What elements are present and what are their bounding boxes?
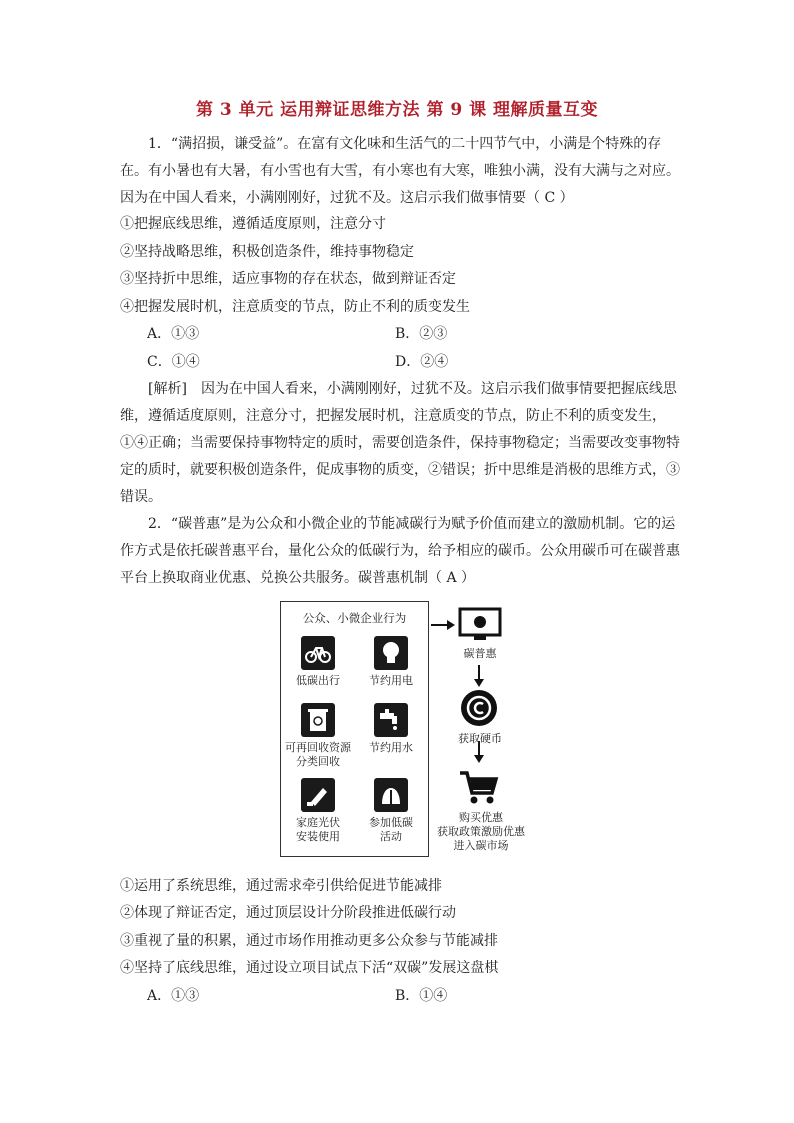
q1-option-b: B．②③ — [395, 326, 448, 342]
q1-item-3: ③坚持折中思维，适应事物的存在状态，做到辩证否定 — [120, 271, 456, 287]
q1-option-c: C．①④ — [147, 354, 200, 370]
shopping-cart-icon — [458, 769, 500, 809]
behavior-label: 参加低碳 活动 — [369, 816, 413, 843]
q1-item-1: ①把握底线思维，遵循适度原则，注意分寸 — [120, 216, 386, 232]
q2-option-b: B．①④ — [395, 988, 448, 1004]
q2-item-1: ①运用了系统思维，通过需求牵引供给促进节能减排 — [120, 878, 442, 894]
q1-item-4: ④把握发展时机，注意质变的节点，防止不利的质变发生 — [120, 299, 470, 315]
flow-label-get-coins: 获取硬币 — [458, 732, 502, 745]
q2-option-a: A．①③ — [147, 988, 200, 1004]
question-2-stem: 2．“碳普惠”是为公众和小微企业的节能减碳行为赋予价值而建立的激励机制。它的运作方式是依托碳普惠平台，量化公众的低碳行为，给予相应的碳币。公众用碳币可在碳普惠平台上换取商业优惠、兑换公共服务。碳普惠机制（ A ） — [120, 516, 680, 586]
question-1-stem: 1．“满招损，谦受益”。在富有文化味和生活气的二十四节气中，小满是个特殊的存在。有小暑也有大暑，有小雪也有大雪，有小寒也有大寒，唯独小满，没有大满与之对应。因为在中国人看来，小满刚刚好，过犹不及。这启示我们做事情要（ C ） — [120, 136, 680, 206]
q2-item-3: ③重视了量的积累，通过市场作用推动更多公众参与节能减排 — [120, 933, 498, 949]
q2-item-2: ②体现了辩证否定，通过顶层设计分阶段推进低碳行动 — [120, 905, 456, 921]
behavior-label: 可再回收资源 分类回收 — [285, 741, 351, 768]
q1-option-d: D．②④ — [395, 354, 449, 370]
monitor-icon — [458, 607, 502, 647]
behavior-label: 节约用水 — [369, 741, 413, 754]
coin-icon — [460, 689, 498, 731]
behaviors-box-title: 公众、小微企业行为 — [302, 611, 407, 625]
q1-explanation — [120, 376, 680, 511]
explanation-text: 因为在中国人看来，小满刚刚好，过犹不及。这启示我们做事情要把握底线思维，遵循适度原则，注意分寸，把握发展时机，注意质变的节点，防止不利的质变发生，①④正确；当需要保持事物特定的质时，需要创造条件，保持事物稳定；当需要改变事物特定的质时，就要积极创造条件，促成事物的质变，②错误；折中思维是消极的思维方式，③错误。 — [120, 381, 680, 505]
explanation-label: [解析] — [148, 381, 187, 397]
flow-label-carbon-platform: 碳普惠 — [463, 647, 497, 660]
page-title: 第 3 单元 运用辩证思维方法 第 9 课 理解质量互变 — [195, 100, 599, 120]
q1-option-a: A．①③ — [147, 326, 200, 342]
flow-label-rewards: 购买优惠 获取政策激励优惠 进入碳市场 — [437, 811, 525, 852]
behavior-label: 家庭光伏 安装使用 — [296, 816, 340, 843]
behavior-label: 低碳出行 — [296, 674, 340, 687]
carbon-inclusion-diagram — [280, 601, 540, 861]
q2-item-4: ④坚持了底线思维，通过设立项目试点下活“双碳”发展这盘棋 — [120, 960, 499, 976]
behavior-label: 节约用电 — [369, 674, 413, 687]
q1-item-2: ②坚持战略思维，积极创造条件，维持事物稳定 — [120, 244, 414, 260]
